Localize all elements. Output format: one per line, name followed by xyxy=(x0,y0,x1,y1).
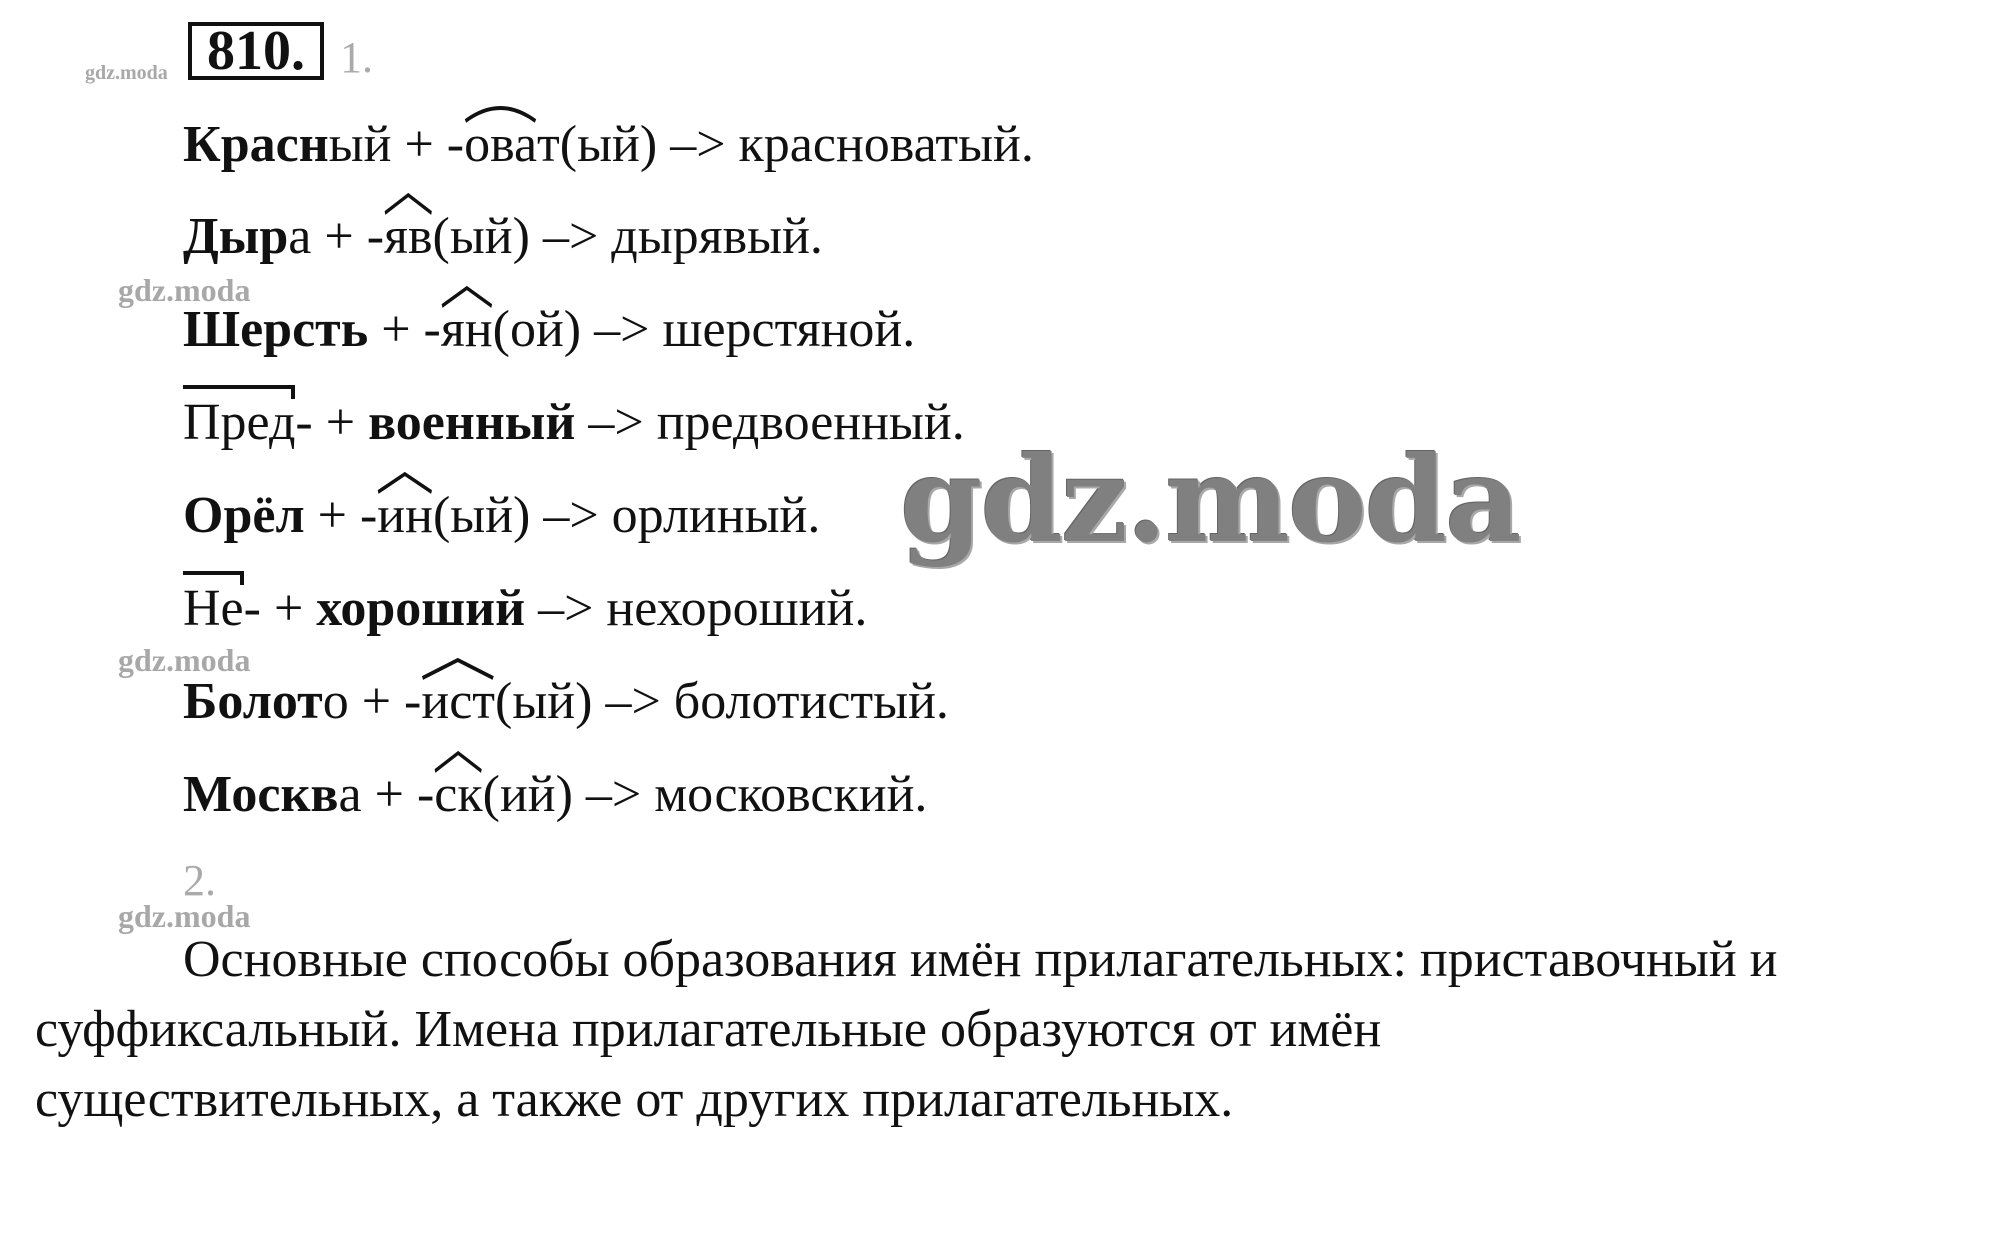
suffix-arc-icon xyxy=(464,101,537,123)
suffix-text: ск xyxy=(434,766,483,823)
base-stem: Орёл xyxy=(183,487,305,544)
paragraph-line: Основные способы образования имён прилагательных: приставочный и xyxy=(183,931,1778,988)
suffix-text: ова xyxy=(464,116,538,173)
word-formation-row xyxy=(183,486,820,546)
paragraph-line: суффиксальный. Имена прилагательные образуются от имён xyxy=(35,1001,1382,1058)
plus-sign: + - xyxy=(391,116,465,173)
suffix-text: ин xyxy=(377,487,433,544)
result-word: дырявый. xyxy=(611,208,823,265)
plus-sign: + - xyxy=(311,208,385,265)
arrow: –> xyxy=(657,116,739,173)
suffix-mark xyxy=(384,207,432,267)
suffix-mark xyxy=(464,115,537,175)
watermark-small-4: gdz.moda xyxy=(118,898,251,934)
result-word: красноватый. xyxy=(738,116,1034,173)
part-1-label: 1. xyxy=(340,33,373,82)
arrow: –> xyxy=(572,766,655,823)
suffix-roof-icon xyxy=(384,193,432,215)
suffix-text: ист xyxy=(421,673,496,730)
ending: (ий) xyxy=(482,766,573,823)
suffix-mark xyxy=(377,486,433,546)
result-word: болотистый. xyxy=(673,673,949,730)
base-stem: Болот xyxy=(183,673,323,730)
word-formation-row xyxy=(183,115,1034,175)
arrow: –> xyxy=(525,580,607,637)
base-word: военный xyxy=(368,394,576,451)
word-formation-row xyxy=(183,672,949,732)
prefix-bracket-icon xyxy=(183,385,295,399)
suffix-text: ян xyxy=(440,301,493,358)
suffix-tail: т xyxy=(537,116,560,173)
result-word: орлиный. xyxy=(611,487,821,544)
task-number: 810. xyxy=(188,22,324,80)
ending: (ый) xyxy=(559,116,658,173)
result-word: предвоенный. xyxy=(656,394,965,451)
suffix-roof-icon xyxy=(441,286,493,308)
plus-sign: - + xyxy=(243,580,317,637)
arrow: –> xyxy=(529,208,612,265)
arrow: –> xyxy=(575,394,657,451)
result-word: московский. xyxy=(654,766,928,823)
base-rest: ый xyxy=(328,116,392,173)
plus-sign: + - xyxy=(361,766,435,823)
ending: (ый) xyxy=(432,487,531,544)
prefix-text: Пред xyxy=(183,394,296,451)
base-stem: Шерсть xyxy=(183,301,369,358)
ending: (ый) xyxy=(495,673,593,730)
prefix-text: Не xyxy=(183,580,244,637)
arrow: –> xyxy=(530,487,612,544)
prefix-mark xyxy=(183,393,295,453)
suffix-mark xyxy=(434,765,482,825)
base-rest: а xyxy=(338,766,362,823)
word-formation-row xyxy=(183,300,915,360)
part-2-label: 2. xyxy=(183,856,216,905)
base-rest: о xyxy=(322,673,349,730)
plus-sign: + - xyxy=(368,301,441,358)
word-formation-row xyxy=(183,393,965,453)
word-formation-row xyxy=(183,579,867,639)
suffix-text: яв xyxy=(384,208,433,265)
plus-sign: - + xyxy=(295,394,369,451)
result-word: шерстяной. xyxy=(662,301,916,358)
arrow: –> xyxy=(581,301,663,358)
suffix-roof-icon xyxy=(421,658,495,680)
word-formation-row xyxy=(183,207,823,267)
suffix-mark xyxy=(441,300,493,360)
arrow: –> xyxy=(592,673,674,730)
paragraph-line: существительных, а также от других прилагательных. xyxy=(35,1071,1234,1128)
base-stem: Москв xyxy=(183,766,339,823)
prefix-mark xyxy=(183,579,244,639)
base-stem: Дыр xyxy=(183,208,289,265)
ending: (ой) xyxy=(492,301,582,358)
watermark-small-2: gdz.moda xyxy=(118,272,251,308)
base-rest: а xyxy=(288,208,312,265)
plus-sign: + - xyxy=(348,673,422,730)
ending: (ый) xyxy=(432,208,530,265)
watermark-small-3: gdz.moda xyxy=(118,642,251,678)
base-stem: Красн xyxy=(183,116,329,173)
word-formation-row xyxy=(183,765,927,825)
watermark-large: gdz.moda xyxy=(900,430,1520,569)
result-word: нехороший. xyxy=(606,580,868,637)
prefix-bracket-icon xyxy=(183,571,244,585)
plus-sign: + - xyxy=(304,487,378,544)
suffix-mark xyxy=(421,672,495,732)
watermark-small-1: gdz.moda xyxy=(85,62,168,84)
suffix-roof-icon xyxy=(377,472,433,494)
suffix-roof-icon xyxy=(434,751,482,773)
base-word: хороший xyxy=(316,580,526,637)
